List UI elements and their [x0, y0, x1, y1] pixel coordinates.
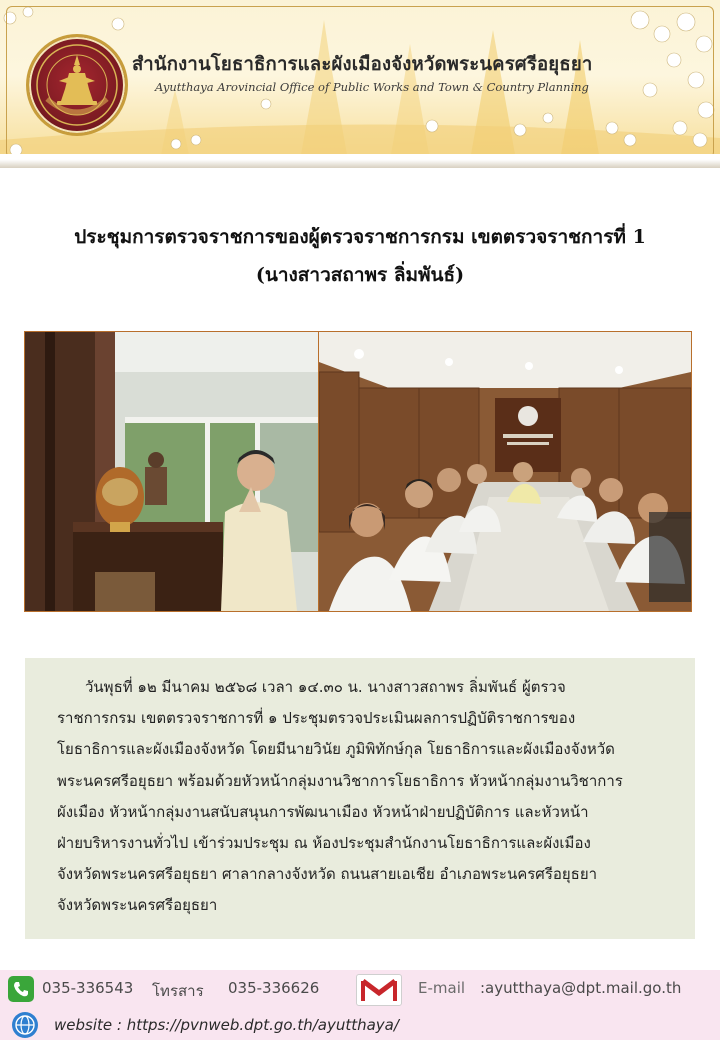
article-line: โยธาธิการและผังเมืองจังหวัด โดยมีนายวินัย ภูมิพิทักษ์กุล โยธาธิการและผังเมืองจังหวัด	[57, 740, 615, 759]
website-link[interactable]: website : https://pvnweb.dpt.go.th/ayutthaya/	[54, 1016, 399, 1034]
article-paragraph	[57, 672, 697, 922]
article-line: จังหวัดพระนครศรีอยุธยา	[57, 896, 218, 915]
email-link[interactable]: :ayutthaya@dpt.mail.go.th	[480, 979, 682, 997]
organization-name-english: Ayutthaya Arovincial Office of Public Works and Town & Country Planning	[155, 80, 589, 94]
globe-icon	[12, 1012, 38, 1038]
contact-footer	[0, 970, 720, 1040]
meeting-room-photo	[318, 331, 692, 612]
email-label: E-mail	[418, 979, 466, 997]
phone-number: 035-336543	[42, 979, 134, 997]
fax-number: 035-336626	[228, 979, 320, 997]
article-line: ผังเมือง หัวหน้ากลุ่มงานสนับสนุนการพัฒนาเมือง หัวหน้าฝ่ายปฏิบัติการ และหัวหน้า	[57, 802, 589, 821]
header-banner	[0, 0, 720, 168]
page-subtitle: (นางสาวสถาพร ลิ่มพันธ์)	[255, 264, 465, 286]
article-line: ราชการกรม เขตตรวจราชการที่ ๑ ประชุมตรวจประเมินผลการปฏิบัติราชการของ	[57, 709, 576, 728]
fax-label: โทรสาร	[152, 982, 204, 1000]
contact-row	[0, 970, 720, 1008]
organization-name-thai: สำนักงานโยธาธิการและผังเมืองจังหวัดพระนครศรีอยุธยา	[132, 54, 593, 75]
website-row	[0, 1010, 720, 1040]
article-line: วันพุธที่ ๑๒ มีนาคม ๒๕๖๘ เวลา ๑๔.๓๐ น. นางสาวสถาพร ลิ่มพันธ์ ผู้ตรวจ	[85, 678, 566, 696]
greeting-photo	[24, 331, 319, 612]
department-seal-icon	[26, 34, 128, 136]
article-line: ฝ่ายบริหารงานทั่วไป เข้าร่วมประชุม ณ ห้องประชุมสำนักงานโยธาธิการและผังเมือง	[57, 833, 591, 852]
page-title: ประชุมการตรวจราชการของผู้ตรวจราชการกรม เขตตรวจราชการที่ 1	[74, 226, 646, 248]
banner-bottom-edge	[0, 154, 720, 168]
article-line: จังหวัดพระนครศรีอยุธยา ศาลากลางจังหวัด ถนนสายเอเชีย อำเภอพระนครศรีอยุธยา	[57, 865, 598, 884]
phone-icon	[8, 976, 34, 1002]
article-line: พระนครศรีอยุธยา พร้อมด้วยหัวหน้ากลุ่มงานวิชาการโยธาธิการ หัวหน้ากลุ่มงานวิชาการ	[57, 771, 623, 790]
article-body	[25, 658, 695, 939]
mail-icon	[356, 974, 402, 1006]
